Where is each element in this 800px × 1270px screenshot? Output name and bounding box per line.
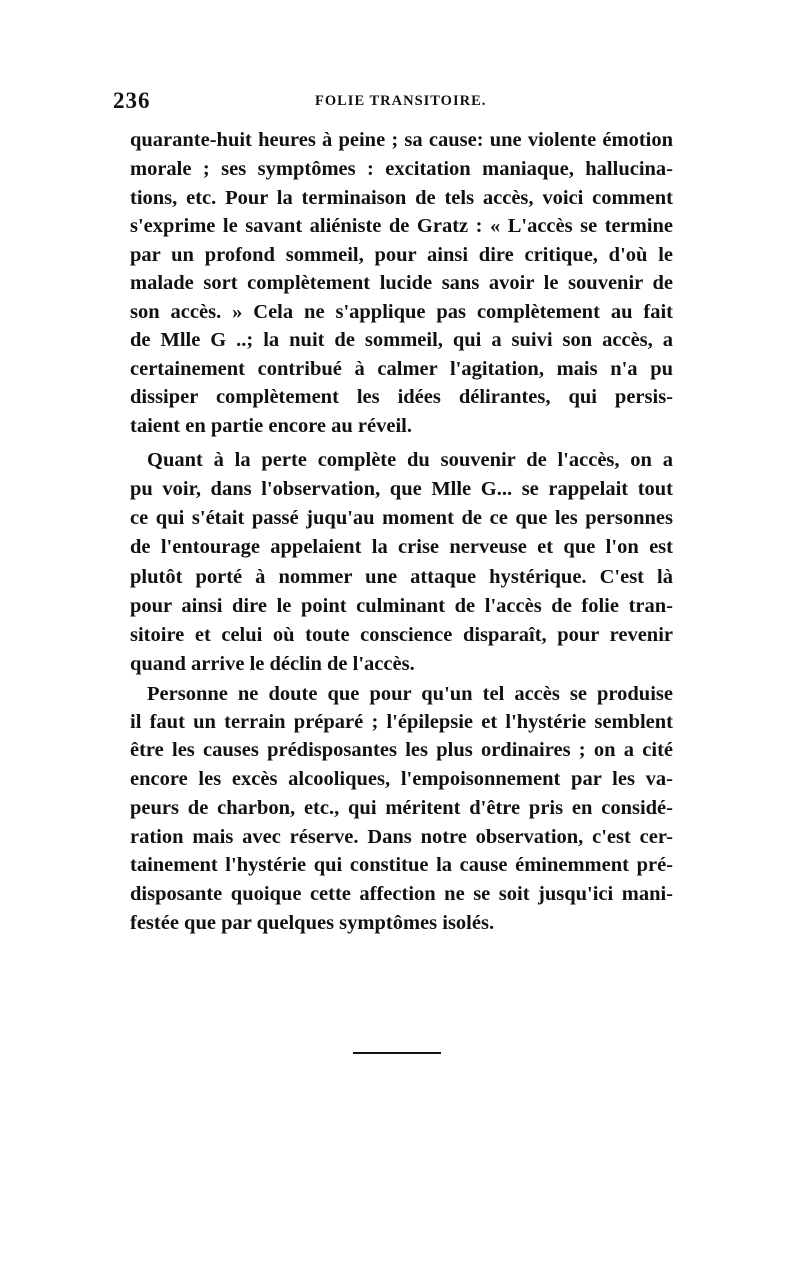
text-line: ce qui s'était passé juqu'au moment de ce que les personnes (130, 507, 673, 529)
text-line: de l'entourage appelaient la crise nerveuse et que l'on est (130, 536, 673, 558)
text-line: sitoire et celui où toute conscience disparaît, pour revenir (130, 624, 673, 646)
paragraph-first-line: Quant à la perte complète du souvenir de l'accès, on a (147, 449, 673, 471)
text-line: festée que par quelques symptômes isolés. (130, 912, 495, 934)
page-number: 236 (113, 88, 151, 113)
text-line: s'exprime le savant aliéniste de Gratz : « L'accès se termine (130, 215, 673, 237)
running-head: FOLIE TRANSITOIRE. (315, 93, 487, 109)
text-line: tainement l'hystérie qui constitue la cause éminemment pré- (130, 854, 673, 876)
text-line: être les causes prédisposantes les plus ordinaires ; on a cité (130, 739, 673, 761)
text-line: certainement contribué à calmer l'agitation, mais n'a pu (130, 358, 673, 380)
text-line: encore les excès alcooliques, l'empoisonnement par les va- (130, 768, 673, 790)
text-line: peurs de charbon, etc., qui méritent d'être pris en considé- (130, 797, 673, 819)
text-line: morale ; ses symptômes : excitation maniaque, hallucina- (130, 158, 673, 180)
text-line: pour ainsi dire le point culminant de l'accès de folie tran- (130, 595, 673, 617)
paragraph-first-line: Personne ne doute que pour qu'un tel accès se produise (147, 683, 673, 705)
text-line: disposante quoique cette affection ne se soit jusqu'ici mani- (130, 883, 673, 905)
text-line: plutôt porté à nommer une attaque hystérique. C'est là (130, 566, 673, 588)
text-line: par un profond sommeil, pour ainsi dire critique, d'où le (130, 244, 673, 266)
text-line: son accès. » Cela ne s'applique pas complètement au fait (130, 301, 673, 323)
text-line: quand arrive le déclin de l'accès. (130, 653, 415, 675)
text-line: il faut un terrain préparé ; l'épilepsie et l'hystérie semblent (130, 711, 673, 733)
text-line: malade sort complètement lucide sans avoir le souvenir de (130, 272, 673, 294)
text-line: taient en partie encore au réveil. (130, 415, 412, 437)
text-line: de Mlle G ..; la nuit de sommeil, qui a suivi son accès, a (130, 329, 673, 351)
end-rule (353, 1052, 441, 1054)
text-line: tions, etc. Pour la terminaison de tels accès, voici comment (130, 187, 673, 209)
text-line: pu voir, dans l'observation, que Mlle G... se rappelait tout (130, 478, 673, 500)
text-line: dissiper complètement les idées délirantes, qui persis- (130, 386, 673, 408)
text-line: quarante-huit heures à peine ; sa cause: une violente émotion (130, 129, 673, 151)
text-line: ration mais avec réserve. Dans notre observation, c'est cer- (130, 826, 673, 848)
